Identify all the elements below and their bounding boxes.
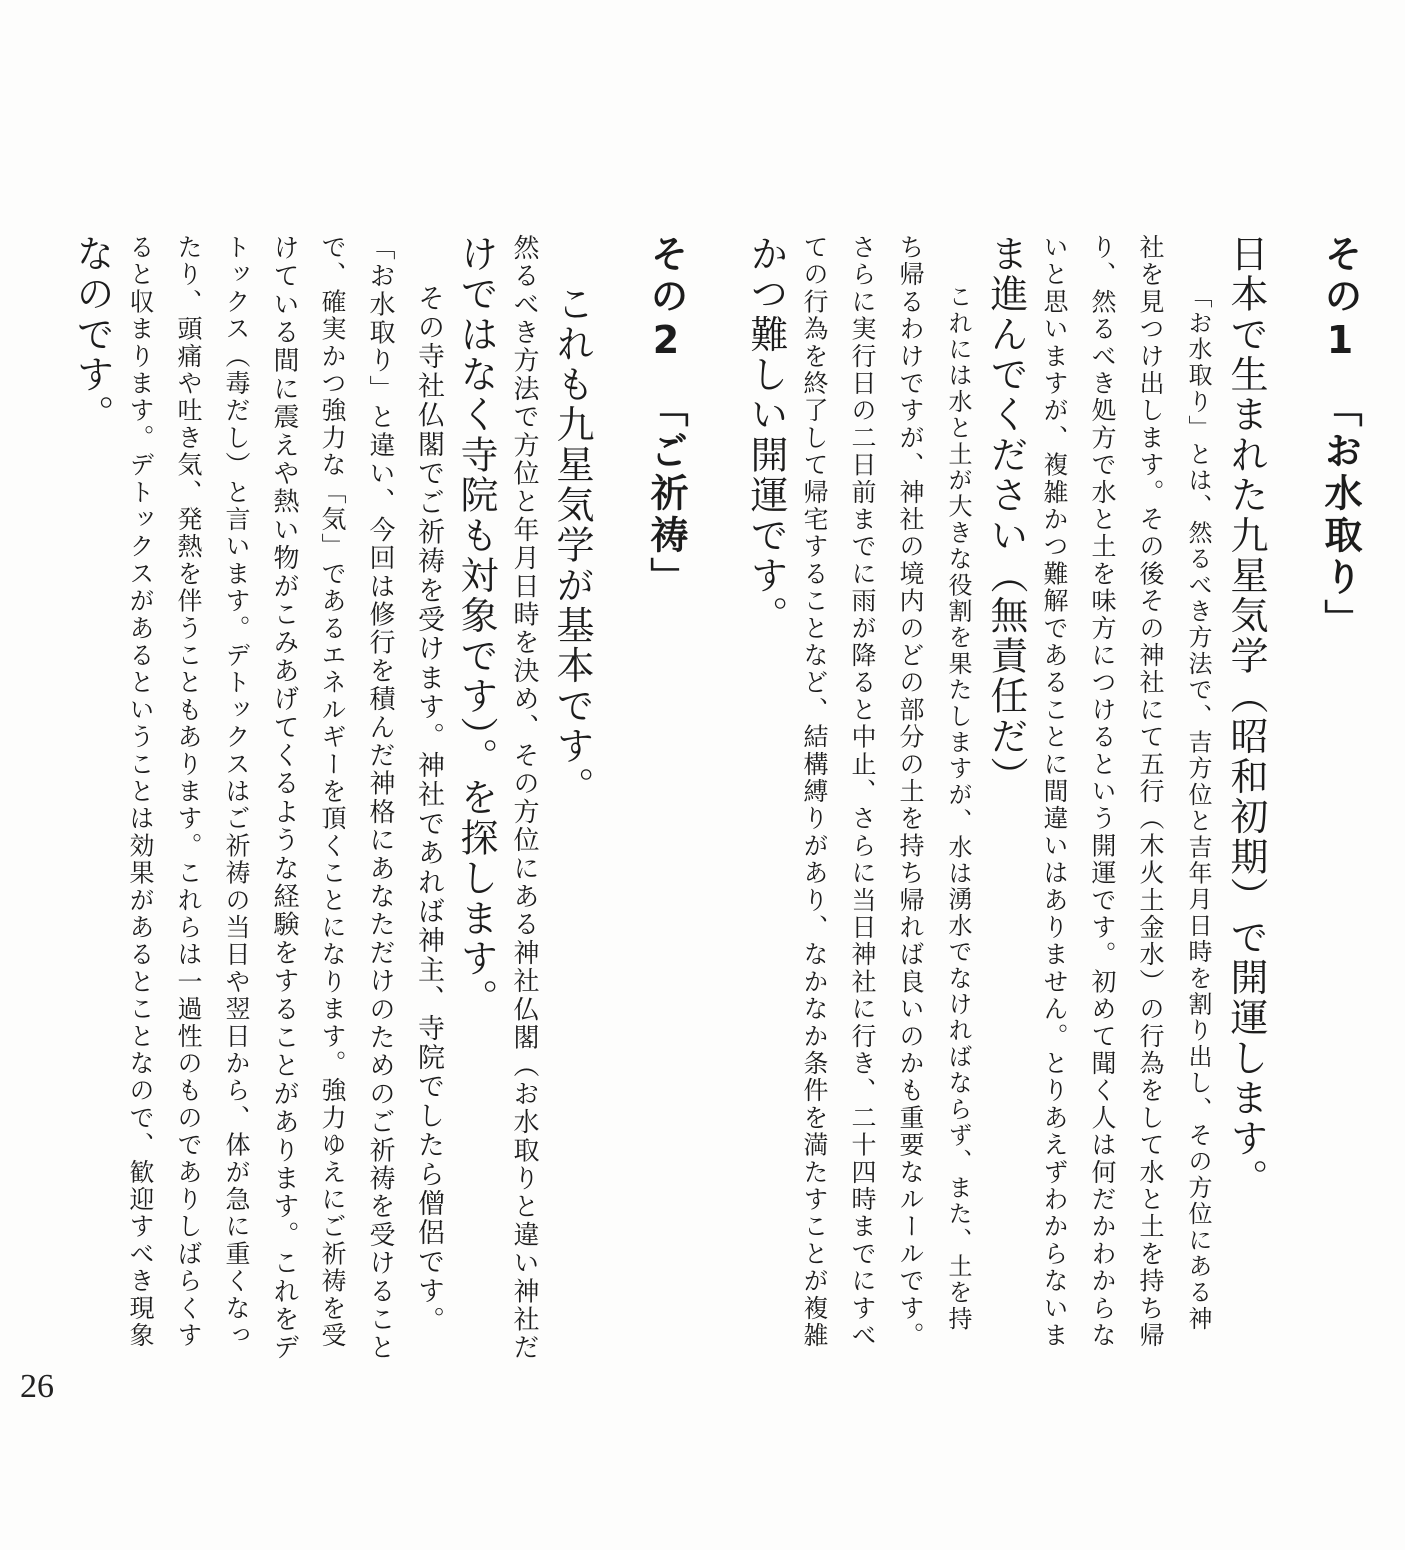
section2-line-5: 「お水取り」と違い、今回は修行を積んだ神格にあなただけのためのご祈祷を受けること [365,234,395,1362]
page-number: 26 [20,1368,54,1405]
section1-line-9: さらに実行日の二日前までに雨が降ると中止、さらに当日神社に行き、二十四時までにすべ [848,234,877,1350]
section1-line-6: ま進んでください（無責任だ） [984,234,1028,797]
section2-line-7: けている間に震えや熱い物がこみあげてくるような経験をすることがあります。これをデ [269,234,299,1362]
section1-heading: その1 「お水取り」 [1318,234,1362,641]
section1-line-5: いと思いますが、複雑かつ難解であることに間違いはありません。とりあえずわからないま [1040,234,1069,1350]
section2-line-9: たり、頭痛や吐き気、発熱を伴うこともあります。これらは一過性のものでありしばらくす [174,234,203,1350]
section1-line-10: ての行為を終了して帰宅することなど、結構縛りがあり、なかなか条件を満たすことが複雑 [800,234,829,1350]
section1-line-7: これには水と土が大きな役割を果たしますが、水は湧水でなければならず、また、土を持 [944,284,972,1332]
section1-line-3: 社を見つけ出します。その後その神社にて五行（木火土金水）の行為をして水と土を持ち帰 [1136,234,1165,1350]
section2-line-10: ると収まります。デトックスがあるということは効果があるとことなので、歓迎すべき現象 [126,234,155,1350]
section2-line-3: けではなく寺院も対象です）。を探します。 [454,234,498,1019]
section1-line-8: ち帰るわけですが、神社の境内のどの部分の土を持ち帰れば良いのかも重要なルールです。 [896,234,925,1350]
section2-line-8: トックス（毒だし）と言います。デトックスはご祈祷の当日や翌日から、体が急に重くなっ [222,234,251,1350]
section1-line-2: 「お水取り」とは、然るべき方法で、吉方位と吉年月日時を割り出し、その方位にある神 [1184,284,1212,1332]
section2-line-2: 然るべき方法で方位と年月日時を決め、その方位にある神社仏閣（お水取りと違い神社だ [509,234,539,1362]
section2-line-1: これも九星気学が基本です。 [550,284,594,807]
section1-line-4: り、然るべき処方で水と土を味方につけるという開運です。初めて聞く人は何だかわからな [1088,234,1117,1350]
section1-line-1: 日本で生まれた九星気学（昭和初期）で開運します。 [1224,234,1268,1199]
section1-line-11: かつ難しい開運です。 [744,234,788,636]
section2-line-4: その寺社仏閣でご祈祷を受けます。神社であれば神主、寺院でしたら僧侶です。 [413,284,444,1336]
section2-line-6: で、確実かつ強力な「気」であるエネルギーを頂くことになります。強力ゆえにご祈祷を受 [318,234,347,1350]
section2-line-11: なのです。 [70,234,114,435]
section2-heading: その2 「ご祈祷」 [644,234,688,599]
